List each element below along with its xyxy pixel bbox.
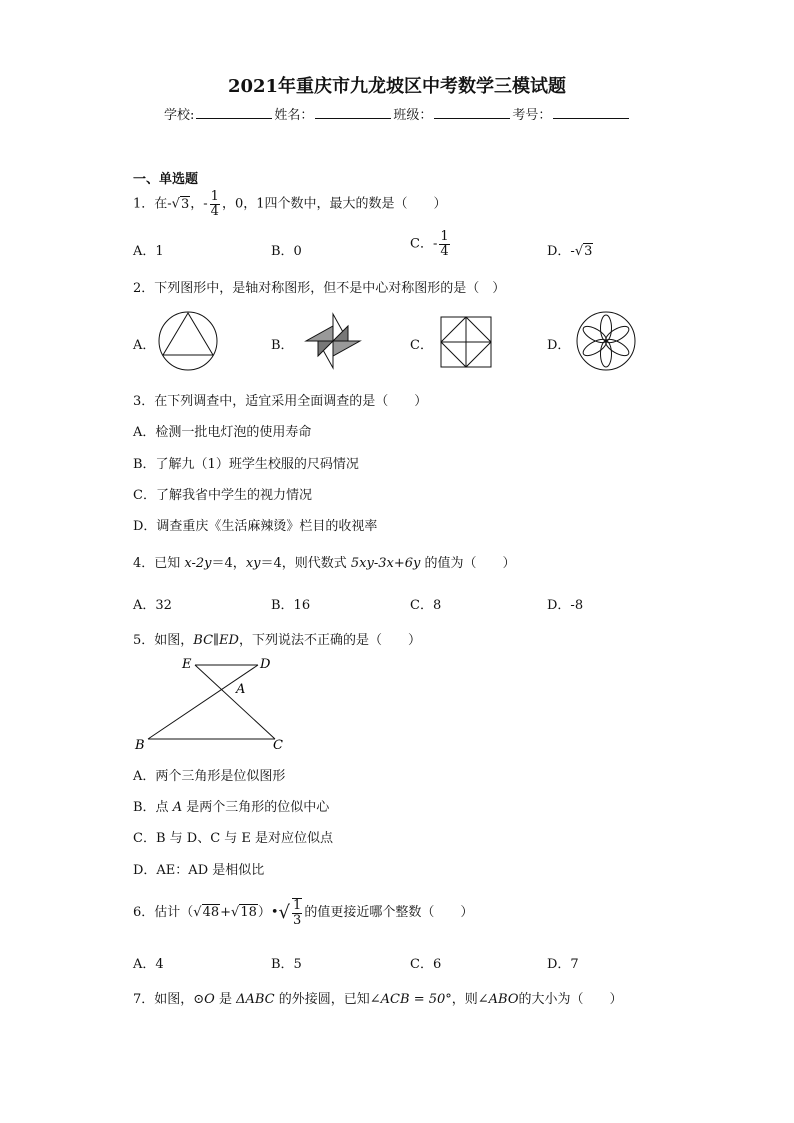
similar-triangles-figure: [130, 652, 300, 756]
question-3: 3．在下列调查中，适宜采用全面调查的是（ ）: [133, 394, 428, 409]
q2-option-b[interactable]: B．: [271, 338, 294, 353]
q2-option-c[interactable]: C．: [410, 338, 433, 353]
question-4: 4．已知 x-2y＝4，xy＝4，则代数式 5xy-3x+6y 的值为（ ）: [133, 556, 516, 571]
q1-option-a[interactable]: A．1: [133, 244, 164, 259]
square-figure: [440, 316, 492, 368]
name-blank[interactable]: [315, 106, 391, 119]
q2-option-d[interactable]: D．: [547, 338, 571, 353]
circle-triangle-figure: [157, 310, 219, 372]
q5-option-a[interactable]: A．两个三角形是位似图形: [133, 769, 286, 784]
name-label: 姓名：: [274, 108, 314, 123]
q5-option-c[interactable]: C．B 与 D、C 与 E 是对应位似点: [133, 831, 334, 846]
q4-option-d[interactable]: D．-8: [547, 598, 584, 613]
question-1: 1．在-√3，- $\frac{1}{4}$ ，0，1四个数中，最大的数是（ ）: [133, 189, 447, 219]
question-6: 6．估计（√48+√18）•√ $\frac{1}{3}$ 的值更接近哪个整数（ ）: [133, 898, 474, 928]
q3-option-c[interactable]: C．了解我省中学生的视力情况: [133, 488, 312, 503]
label-b: B: [135, 738, 145, 753]
q4-option-a[interactable]: A．32: [133, 598, 172, 613]
pinwheel-figure: [302, 312, 364, 370]
page-title: 2021年重庆市九龙坡区中考数学三模试题: [227, 76, 567, 97]
q6-option-a[interactable]: A．4: [133, 957, 164, 972]
q6-option-d[interactable]: D．7: [547, 957, 579, 972]
label-d: D: [260, 657, 271, 672]
question-2: 2．下列图形中，是轴对称图形，但不是中心对称图形的是（ ）: [133, 281, 506, 296]
label-a: A: [236, 682, 246, 697]
q4-option-c[interactable]: C．8: [410, 598, 442, 613]
label-e: E: [182, 657, 192, 672]
exam-no-blank[interactable]: [553, 106, 629, 119]
q3-option-a[interactable]: A．检测一批电灯泡的使用寿命: [133, 425, 312, 440]
student-info: [164, 104, 631, 123]
question-5: 5．如图，BC∥ED，下列说法不正确的是（ ）: [133, 633, 421, 648]
q2-option-a[interactable]: A．: [133, 338, 156, 353]
q1-option-b[interactable]: B．0: [271, 244, 302, 259]
q6-option-c[interactable]: C．6: [410, 957, 442, 972]
q5-option-b[interactable]: B．点 A 是两个三角形的位似中心: [133, 800, 330, 815]
q3-option-d[interactable]: D．调查重庆《生活麻辣烫》栏目的收视率: [133, 519, 378, 534]
label-c: C: [273, 738, 283, 753]
q4-option-b[interactable]: B．16: [271, 598, 311, 613]
q6-option-b[interactable]: B．5: [271, 957, 302, 972]
class-label: 班级：: [393, 108, 433, 123]
exam-no-label: 考号：: [512, 108, 552, 123]
class-blank[interactable]: [434, 106, 510, 119]
section-heading: 一、单选题: [133, 172, 199, 187]
question-7: 7．如图，⊙O 是 ΔABC 的外接圆，已知∠ACB = 50°，则∠ABO的大小为（ ）: [133, 992, 623, 1007]
q1-option-d[interactable]: D．-√3: [547, 244, 593, 259]
school-blank[interactable]: [196, 106, 272, 119]
school-label: 学校:: [164, 108, 195, 123]
flower-figure: [575, 310, 637, 372]
q3-option-b[interactable]: B．了解九（1）班学生校服的尺码情况: [133, 457, 359, 472]
q1-option-c[interactable]: C．- $\frac{1}{4}$: [410, 229, 449, 259]
fraction: $\frac{1}{4}$: [210, 189, 219, 219]
q5-option-d[interactable]: D．AE：AD 是相似比: [133, 863, 265, 878]
